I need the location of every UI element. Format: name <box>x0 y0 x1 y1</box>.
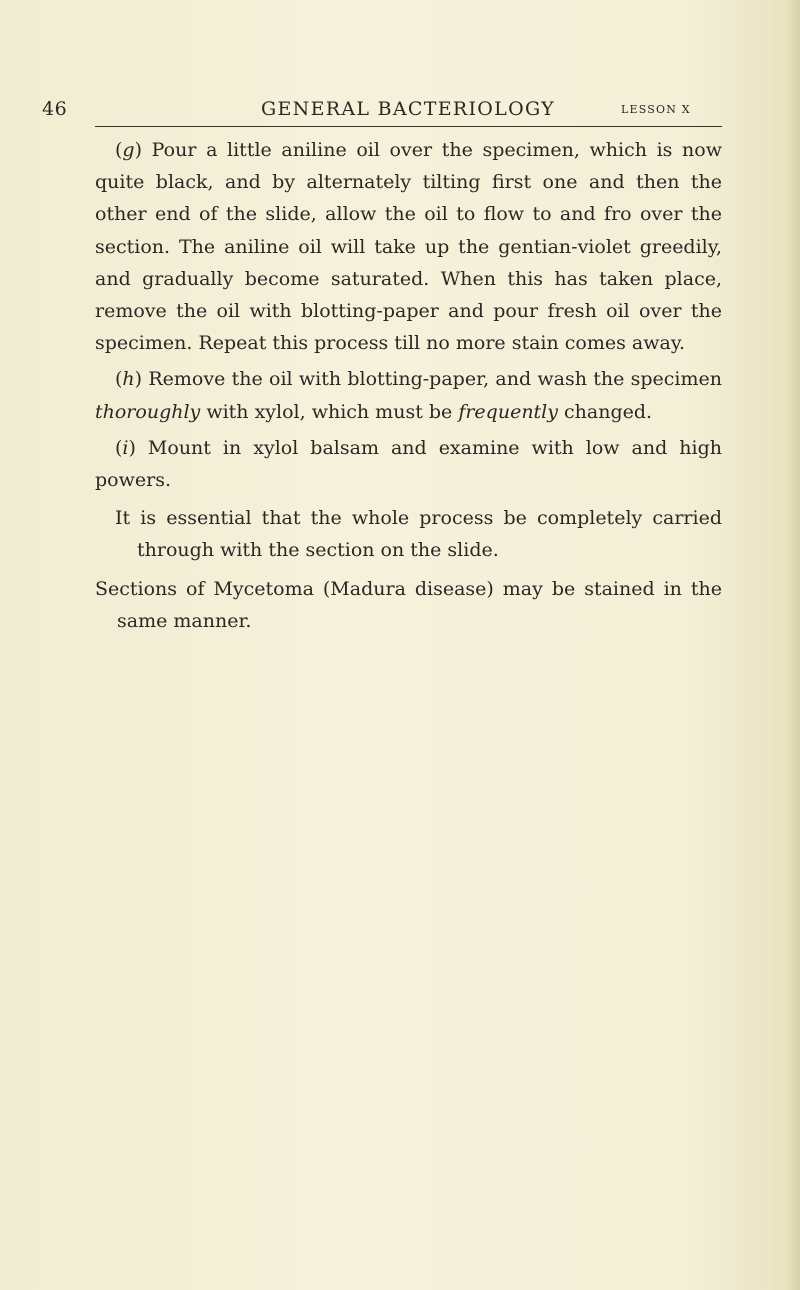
step-label-i: i <box>122 436 129 459</box>
body-text <box>95 134 722 637</box>
paragraph-i <box>95 432 722 496</box>
page-edge-shadow <box>786 0 800 1290</box>
paragraph-h-text: with xylol, which must be <box>200 400 459 423</box>
emphasis-frequently: frequently <box>458 400 558 423</box>
page-number: 46 <box>42 98 68 120</box>
paragraph-h-text: Remove the oil with blotting-paper, and wash the specimen <box>142 368 722 391</box>
emphasis-thoroughly: thoroughly <box>95 400 201 423</box>
note-mycetoma: Sections of Mycetoma (Madura disease) may be stained in the same manner. <box>95 577 722 632</box>
paren-close: ) <box>128 436 136 459</box>
running-title: GENERAL BACTERIOLOGY <box>261 98 555 120</box>
paren-open: ( <box>115 368 123 391</box>
paragraph-h <box>95 363 722 427</box>
paren-open: ( <box>115 139 123 161</box>
paragraph-g-text: Pour a little aniline oil over the specimen, which is now quite black, and by alternately tilting first one and then the other end of the slide, allow the oil to flow to and fro over the section. The aniline oil will take up the gentian-violet greedily, and gradually become saturated. When this has taken place, remove the oil with blotting-paper and pour fresh oil over the specimen. Repeat this process till no more stain comes away. <box>95 139 722 355</box>
lesson-label: LESSON X <box>621 103 691 116</box>
note-essential: It is essential that the whole process be completely carried through with the section on the slide. <box>115 507 722 562</box>
paragraph-g <box>95 134 722 359</box>
paragraph-i-text: Mount in xylol balsam and examine with low and high powers. <box>95 436 722 492</box>
step-label-g: g <box>122 139 135 161</box>
step-label-h: h <box>122 368 135 391</box>
header-rule <box>95 126 722 127</box>
paren-close: ) <box>134 368 143 391</box>
paren-close: ) <box>134 139 143 161</box>
paren-open: ( <box>115 436 123 459</box>
paragraph-h-text: changed. <box>558 400 653 423</box>
page-header <box>42 98 722 124</box>
